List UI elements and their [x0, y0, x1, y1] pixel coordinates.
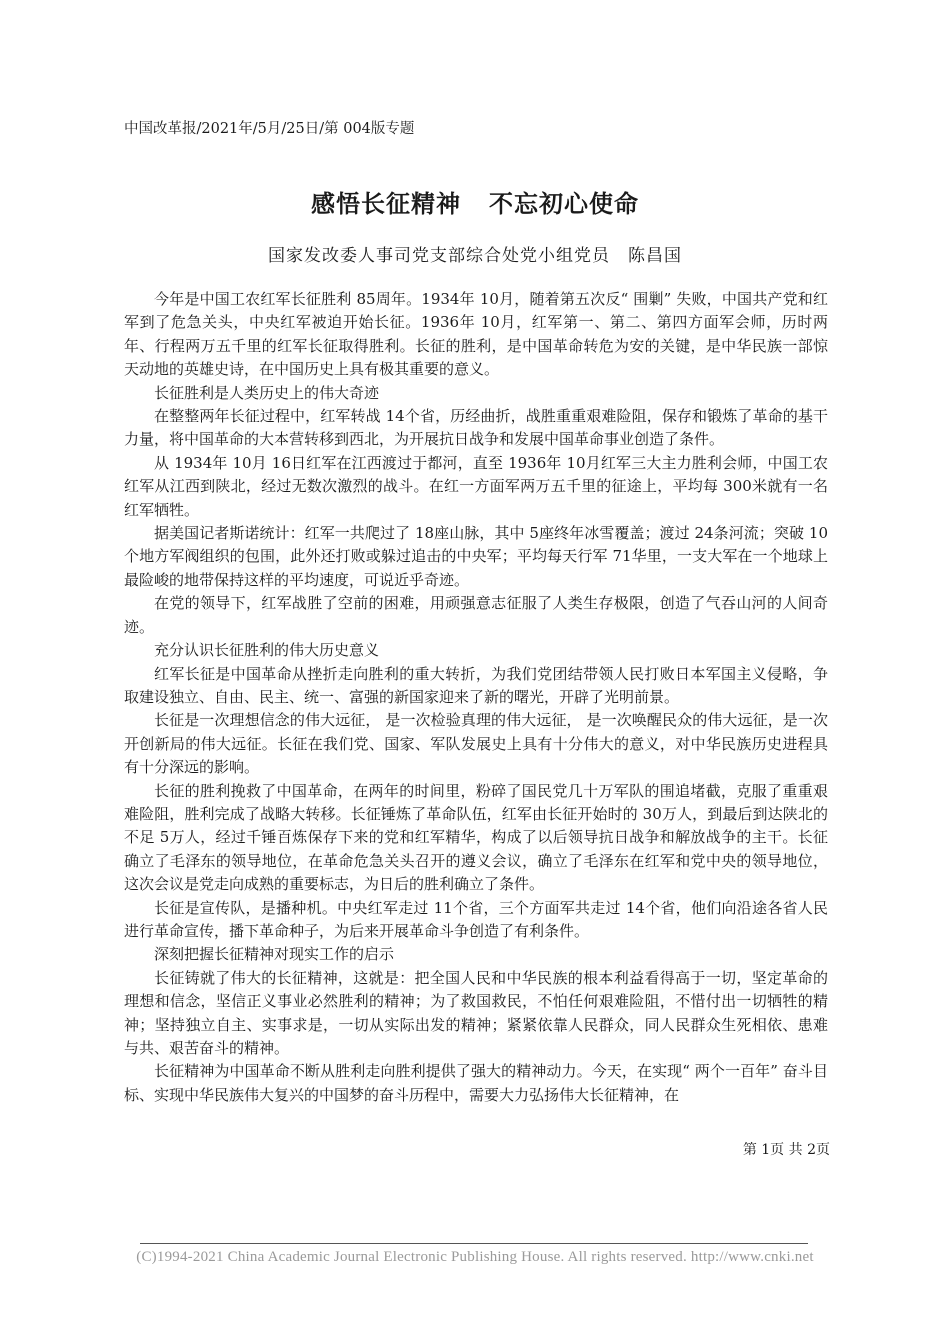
paragraph: 据美国记者斯诺统计：红军一共爬过了 18座山脉，其中 5座终年冰雪覆盖；渡过 24条河流；突破 10个地方军阀组织的包围，此外还打败或躲过追击的中央军；平均每天行军 71华里，一支大军在一个地球上最险峻的地带保持这样的平均速度，可说近乎奇迹。	[124, 524, 828, 589]
paragraph: 长征铸就了伟大的长征精神，这就是：把全国人民和中华民族的根本利益看得高于一切，坚定革命的理想和信念，坚信正义事业必然胜利的精神；为了救国救民，不怕任何艰难险阻，不惜付出一切牺牲的精神；坚持独立自主、实事求是，一切从实际出发的精神；紧紧依靠人民群众，同人民群众生死相依、患难与共、艰苦奋斗的精神。	[124, 968, 828, 1057]
source-line: 中国改革报/2021年/5月/25日/第 004版专题	[124, 121, 415, 137]
paragraph: 长征是宣传队，是播种机。中央红军走过 11个省，三个方面军共走过 14个省，他们向沿途各省人民进行革命宣传，播下革命种子，为后来开展革命斗争创造了有利条件。	[124, 898, 828, 940]
section-heading: 长征胜利是人类历史上的伟大奇迹	[154, 383, 380, 402]
section-heading: 充分认识长征胜利的伟大历史意义	[154, 641, 380, 660]
author-byline: 国家发改委人事司党支部综合处党小组党员 陈昌国	[268, 246, 682, 266]
paragraph: 长征是一次理想信念的伟大远征， 是一次检验真理的伟大远征， 是一次唤醒民众的伟大远征，是一次开创新局的伟大远征。长征在我们党、国家、军队发展史上具有十分伟大的意义，对中华民族历史进程具有十分深远的影响。	[124, 711, 828, 777]
paragraph: 今年是中国工农红军长征胜利 85周年。1934年 10月，随着第五次反“ 围剿” 失败，中国共产党和红军到了危急关头，中央红军被迫开始长征。1936年 10月，红军第一、第二、第四方面军会师，历时两年、行程两万五千里的红军长征取得胜利。长征的胜利，是中国革命转危为安的关键，是中华民族一部惊天动地的英雄史诗，在中国历史上具有极其重要的意义。	[124, 290, 828, 379]
title-part-2: 不忘初心使命	[489, 190, 639, 218]
article-body	[124, 288, 828, 1107]
title-part-1: 感悟长征精神	[311, 190, 461, 218]
paragraph: 从 1934年 10月 16日红军在江西渡过于都河，直至 1936年 10月红军三大主力胜利会师，中国工农红军从江西到陕北，经过无数次激烈的战斗。在红一方面军两万五千里的征途上，平均每 300米就有一名红军牺牲。	[124, 453, 828, 519]
paragraph: 红军长征是中国革命从挫折走向胜利的重大转折，为我们党团结带领人民打败日本军国主义侵略，争取建设独立、自由、民主、统一、富强的新国家迎来了新的曙光，开辟了光明前景。	[124, 664, 828, 706]
section-heading: 深刻把握长征精神对现实工作的启示	[154, 945, 395, 964]
article-title	[0, 186, 950, 222]
footer-divider	[140, 1243, 808, 1244]
paragraph: 在党的领导下，红军战胜了空前的困难，用顽强意志征服了人类生存极限，创造了气吞山河的人间奇迹。	[124, 594, 828, 636]
paragraph: 长征的胜利挽救了中国革命，在两年的时间里，粉碎了国民党几十万军队的围追堵截，克服了重重艰难险阻，胜利完成了战略大转移。长征锤炼了革命队伍，红军由长征开始时的 30万人，到最后到达陕北的不足 5万人，经过千锤百炼保存下来的党和红军精华，构成了以后领导抗日战争和解放战争的主干。长征确立了毛泽东的领导地位，在革命危急关头召开的遵义会议，确立了毛泽东在红军和党中央的领导地位，这次会议是党走向成熟的重要标志，为日后的胜利确立了条件。	[124, 781, 828, 894]
paragraph: 长征精神为中国革命不断从胜利走向胜利提供了强大的精神动力。今天，在实现“ 两个一百年” 奋斗目标、实现中华民族伟大复兴的中国梦的奋斗历程中，需要大力弘扬伟大长征精神，在	[124, 1062, 828, 1104]
paragraph: 在整整两年长征过程中，红军转战 14个省，历经曲折，战胜重重艰难险阻，保存和锻炼了革命的基干力量，将中国革命的大本营转移到西北，为开展抗日战争和发展中国革命事业创造了条件。	[124, 407, 828, 449]
copyright-footer: (C)1994-2021 China Academic Journal Electronic Publishing House. All rights reserved. http://www.cnki.net	[136, 1249, 814, 1265]
page-number: 第 1页 共 2页	[742, 1142, 830, 1158]
